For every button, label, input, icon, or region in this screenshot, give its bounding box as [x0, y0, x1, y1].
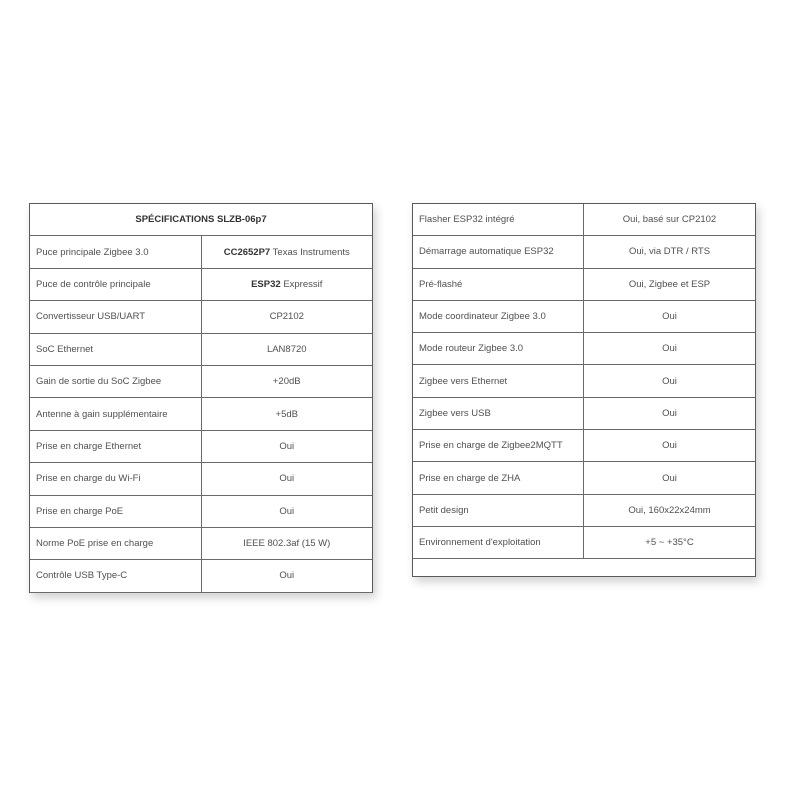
- table-header-row: [30, 204, 372, 236]
- row-value-text: Texas Instruments: [272, 246, 350, 258]
- row-label: Gain de sortie du SoC Zigbee: [30, 365, 201, 397]
- row-value-text: Oui: [279, 473, 295, 485]
- row-label: Environnement d'exploitation: [413, 526, 584, 558]
- row-label: Pré-flashé: [413, 268, 584, 300]
- row-value-text: +20dB: [272, 376, 301, 388]
- table-row: [413, 300, 755, 332]
- row-value: [201, 301, 372, 333]
- row-label: Flasher ESP32 intégré: [413, 204, 584, 236]
- table-row: [30, 398, 372, 430]
- row-value-text: Oui: [279, 440, 295, 452]
- spacer-cell: [413, 559, 755, 572]
- table-row: [413, 365, 755, 397]
- row-label: Démarrage automatique ESP32: [413, 236, 584, 268]
- row-value-text: Oui: [279, 570, 295, 582]
- row-value: Oui, basé sur CP2102: [584, 204, 756, 236]
- row-value: [201, 560, 372, 592]
- row-value: Oui, via DTR / RTS: [584, 236, 756, 268]
- row-value: [201, 268, 372, 300]
- row-label: Zigbee vers Ethernet: [413, 365, 584, 397]
- row-label: Convertisseur USB/UART: [30, 301, 201, 333]
- row-value: Oui, 160x22x24mm: [584, 494, 756, 526]
- table-row: [30, 301, 372, 333]
- row-value: [201, 495, 372, 527]
- table-row: [413, 430, 755, 462]
- table-row: [413, 333, 755, 365]
- table-row: [30, 463, 372, 495]
- table-row: [30, 236, 372, 268]
- table-row: [30, 527, 372, 559]
- row-label: Petit design: [413, 494, 584, 526]
- row-value: Oui: [584, 397, 756, 429]
- row-value: Oui: [584, 365, 756, 397]
- row-label: SoC Ethernet: [30, 333, 201, 365]
- row-label: Prise en charge du Wi-Fi: [30, 463, 201, 495]
- row-label: Puce de contrôle principale: [30, 268, 201, 300]
- table-row: [413, 204, 755, 236]
- row-value: [201, 236, 372, 268]
- table-row: [30, 495, 372, 527]
- row-label: Prise en charge de Zigbee2MQTT: [413, 430, 584, 462]
- row-value-text: +5dB: [275, 408, 298, 420]
- row-value-text: Expressif: [283, 278, 323, 290]
- row-label: Puce principale Zigbee 3.0: [30, 236, 201, 268]
- specs-table-right: [413, 204, 755, 571]
- table-row: [30, 333, 372, 365]
- table-row: [413, 462, 755, 494]
- row-value: Oui, Zigbee et ESP: [584, 268, 756, 300]
- row-value-bold: CC2652P7: [223, 246, 271, 258]
- table-row: [413, 236, 755, 268]
- row-label: Norme PoE prise en charge: [30, 527, 201, 559]
- row-value-bold: ESP32: [251, 278, 281, 290]
- table-row: [413, 526, 755, 558]
- specs-table-right-panel: [412, 203, 756, 577]
- row-label: Prise en charge Ethernet: [30, 430, 201, 462]
- row-value: +5 ~ +35°C: [584, 526, 756, 558]
- row-value-text: LAN8720: [266, 343, 307, 355]
- row-value: [201, 333, 372, 365]
- row-value: Oui: [584, 430, 756, 462]
- table-row: [413, 397, 755, 429]
- table-row: [413, 494, 755, 526]
- row-value: [201, 463, 372, 495]
- row-value: [201, 430, 372, 462]
- row-label: Contrôle USB Type-C: [30, 560, 201, 592]
- table-row: [30, 268, 372, 300]
- table-title: SPÉCIFICATIONS SLZB-06p7: [30, 204, 372, 236]
- table-row: [30, 430, 372, 462]
- row-value: Oui: [584, 300, 756, 332]
- row-value-text: CP2102: [269, 311, 304, 323]
- row-label: Zigbee vers USB: [413, 397, 584, 429]
- row-label: Prise en charge PoE: [30, 495, 201, 527]
- row-value-text: IEEE 802.3af (15 W): [243, 538, 331, 550]
- row-label: Mode routeur Zigbee 3.0: [413, 333, 584, 365]
- row-value: Oui: [584, 333, 756, 365]
- table-row: [413, 268, 755, 300]
- row-value: [201, 365, 372, 397]
- table-spacer-row: [413, 559, 755, 572]
- specs-table-left: [30, 204, 372, 593]
- row-label: Mode coordinateur Zigbee 3.0: [413, 300, 584, 332]
- table-row: [30, 560, 372, 592]
- row-value: [201, 398, 372, 430]
- specs-table-left-panel: [29, 203, 373, 593]
- row-value-text: Oui: [279, 505, 295, 517]
- row-label: Prise en charge de ZHA: [413, 462, 584, 494]
- row-value: [201, 527, 372, 559]
- row-value: Oui: [584, 462, 756, 494]
- table-row: [30, 365, 372, 397]
- row-label: Antenne à gain supplémentaire: [30, 398, 201, 430]
